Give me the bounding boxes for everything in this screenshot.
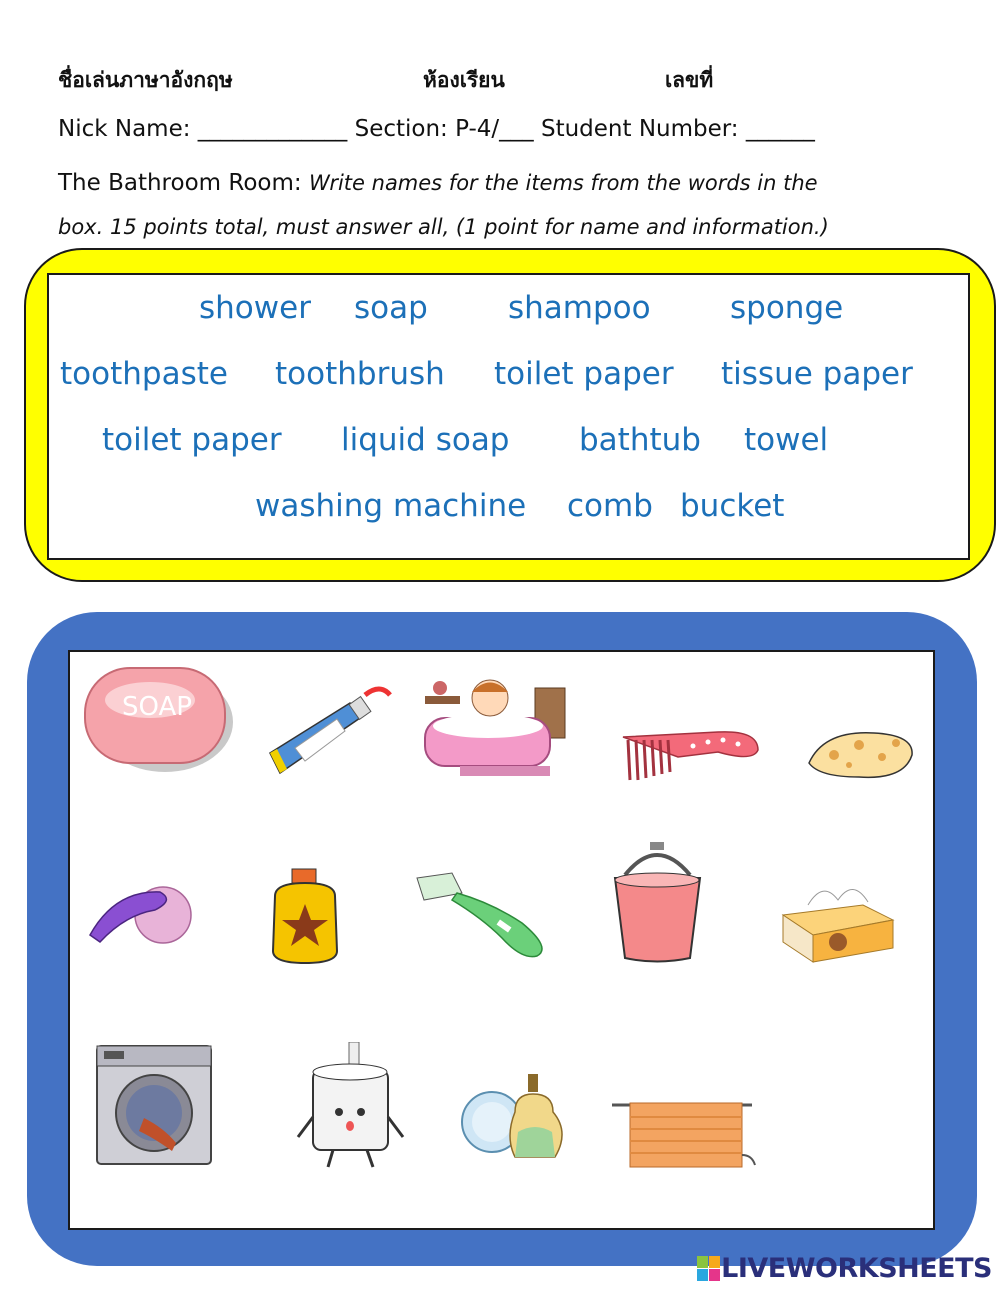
word-towel: towel	[744, 422, 829, 458]
word-toilet-paper-2: toilet paper	[102, 422, 282, 458]
header-thai-row	[58, 64, 958, 98]
word-tissue-paper: tissue paper	[721, 356, 913, 392]
towel-icon	[610, 1097, 760, 1172]
liveworksheets-brand	[697, 1253, 992, 1284]
bathtub-icon	[420, 668, 585, 783]
student-info-line: Nick Name: _____________ Section: P-4/___ Student Number: ______	[58, 116, 815, 142]
number-label-thai: เลขที่	[665, 68, 714, 92]
nickname-label-thai: ชื่อเล่นภาษาอังกฤษ	[58, 68, 233, 92]
tissue-box-icon	[778, 880, 898, 965]
word-sponge: sponge	[730, 290, 844, 326]
word-bucket: bucket	[680, 488, 785, 524]
word-toothbrush: toothbrush	[275, 356, 445, 392]
instructions-title: The Bathroom Room:	[58, 170, 309, 196]
bucket-icon	[610, 840, 705, 965]
soap-label: SOAP	[122, 692, 192, 722]
soap-bar-icon	[80, 660, 240, 780]
instructions-line2	[58, 214, 829, 240]
word-shower: shower	[199, 290, 311, 326]
word-washing-machine: washing machine	[255, 488, 527, 524]
toothbrush-icon	[412, 868, 552, 963]
toilet-paper-icon	[293, 1042, 408, 1172]
word-liquid-soap: liquid soap	[341, 422, 510, 458]
word-soap: soap	[354, 290, 428, 326]
instructions-text-2: box. 15 points total, must answer all, (1 point for name and information.)	[58, 215, 829, 239]
word-toothpaste: toothpaste	[60, 356, 228, 392]
washing-machine-icon	[94, 1043, 214, 1168]
word-bathtub: bathtub	[579, 422, 701, 458]
instructions-line1	[58, 170, 818, 196]
word-shampoo: shampoo	[508, 290, 651, 326]
word-toilet-paper: toilet paper	[494, 356, 674, 392]
instructions-text-1: Write names for the items from the words in the	[308, 171, 818, 195]
liveworksheets-logo-icon	[697, 1256, 721, 1282]
comb-icon	[618, 712, 763, 787]
word-comb: comb	[567, 488, 653, 524]
shower-puff-icon	[85, 880, 200, 950]
liveworksheets-text: LIVEWORKSHEETS	[721, 1253, 992, 1284]
sponge-icon	[804, 725, 919, 785]
toothpaste-tube-icon	[265, 683, 395, 778]
shampoo-bottle-icon	[265, 866, 345, 966]
classroom-label-thai: ห้องเรียน	[423, 68, 505, 92]
liquid-soap-icon	[460, 1072, 575, 1162]
